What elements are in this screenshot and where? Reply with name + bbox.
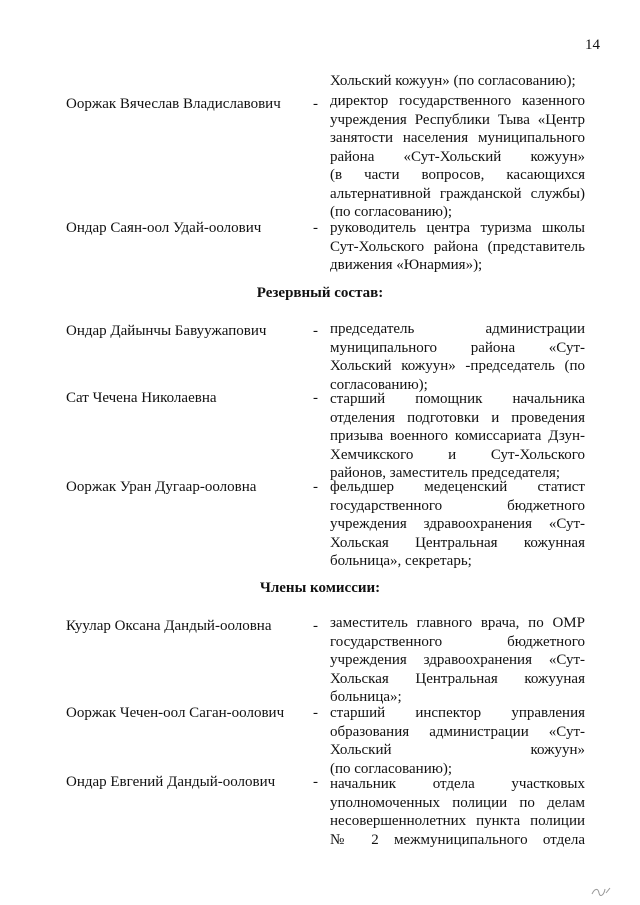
dash: - [313, 96, 318, 112]
member-name: Ондар Дайынчы Бавуужапович [66, 323, 267, 339]
text-line: Хемчикского и Сут-Хольского [330, 446, 585, 463]
dash: - [313, 220, 318, 236]
text-line: Хольская Центральная кожунная [330, 534, 585, 551]
text-line: несовершеннолетних пункта полиции [330, 813, 585, 829]
member-name: Ооржак Вячеслав Владиславович [66, 96, 281, 112]
text-line: больница»; [330, 689, 402, 705]
dash: - [313, 705, 318, 721]
text-line: руководитель центра туризма школы [330, 220, 585, 236]
text-line: уполномоченных полиции по делам [330, 794, 585, 811]
dash: - [313, 479, 318, 495]
text-line: Хольская Центральная кожууная [330, 670, 585, 687]
text-line: старший инспектор управления [330, 705, 585, 721]
text-line: председатель администрации [330, 321, 585, 337]
member-description [330, 92, 585, 222]
member-name: Куулар Оксана Дандый-ооловна [66, 618, 272, 634]
text-line: альтернативной гражданской службы) [330, 185, 585, 202]
section-heading-reserve: Резервный состав: [256, 285, 384, 301]
text-line: государственного бюджетного [330, 633, 585, 650]
text-line: учреждения Республики Тыва «Центр [330, 111, 585, 128]
text-line: заместитель главного врача, по ОМР [330, 615, 585, 631]
text-line: муниципального района «Сут- [330, 339, 585, 356]
text-line: старший помощник начальника [330, 391, 585, 407]
text-line: призыва военного комиссариата Дзун- [330, 428, 585, 444]
text-line: директор государственного казенного [330, 93, 585, 109]
text-line: района «Сут-Хольский кожуун» [330, 148, 585, 165]
dash: - [313, 774, 318, 790]
text-line: № 2 межмуниципального отдела [330, 831, 585, 848]
member-name: Ондар Саян-оол Удай-оолович [66, 220, 262, 236]
text-line: (по согласованию); [330, 760, 453, 777]
text-line: Хольский кожуун» -председатель (по [330, 358, 585, 374]
member-description [330, 704, 585, 778]
text-line: Сут-Хольского района (представитель [330, 238, 585, 255]
dash: - [313, 618, 318, 634]
text-line: фельдшер медеценский статист [330, 479, 585, 495]
text-line: государственного бюджетного [330, 497, 585, 514]
text-line: больница», секретарь; [330, 553, 472, 569]
member-name: Ооржак Чечен-оол Саган-оолович [66, 705, 285, 721]
text-line: образования администрации «Сут- [330, 723, 585, 740]
member-name: Ондар Евгений Дандый-оолович [66, 774, 276, 790]
member-description [330, 478, 585, 571]
text-line: занятости населения муниципального [330, 130, 585, 146]
page-number: 14 [585, 37, 600, 53]
member-description [330, 390, 585, 483]
corner-scribble-mark [590, 885, 612, 897]
text-line: Хольский кожуун» [330, 742, 585, 758]
text-line: учреждения здравоохранения «Сут- [330, 652, 585, 668]
section-heading-commission: Члены комиссии: [259, 580, 381, 596]
text-line: начальник отдела участковых [330, 776, 585, 792]
dash: - [313, 390, 318, 406]
member-description [330, 320, 585, 394]
text-line: (по согласованию); [330, 204, 453, 220]
text-line: движения «Юнармия»); [330, 257, 483, 273]
text-line: учреждения здравоохранения «Сут- [330, 516, 585, 532]
text-line: Хольский кожуун» (по согласованию); [330, 73, 576, 89]
member-description [330, 775, 585, 849]
member-name: Ооржак Уран Дугаар-ооловна [66, 479, 257, 495]
continuation-text [330, 72, 585, 91]
text-line: районов, заместитель председателя; [330, 465, 561, 481]
text-line: согласованию); [330, 376, 428, 393]
member-description [330, 219, 585, 275]
dash: - [313, 323, 318, 339]
member-description [330, 614, 585, 707]
member-name: Сат Чечена Николаевна [66, 390, 217, 406]
text-line: отделения подготовки и проведения [330, 409, 585, 426]
text-line: (в части вопросов, касающихся [330, 167, 585, 183]
